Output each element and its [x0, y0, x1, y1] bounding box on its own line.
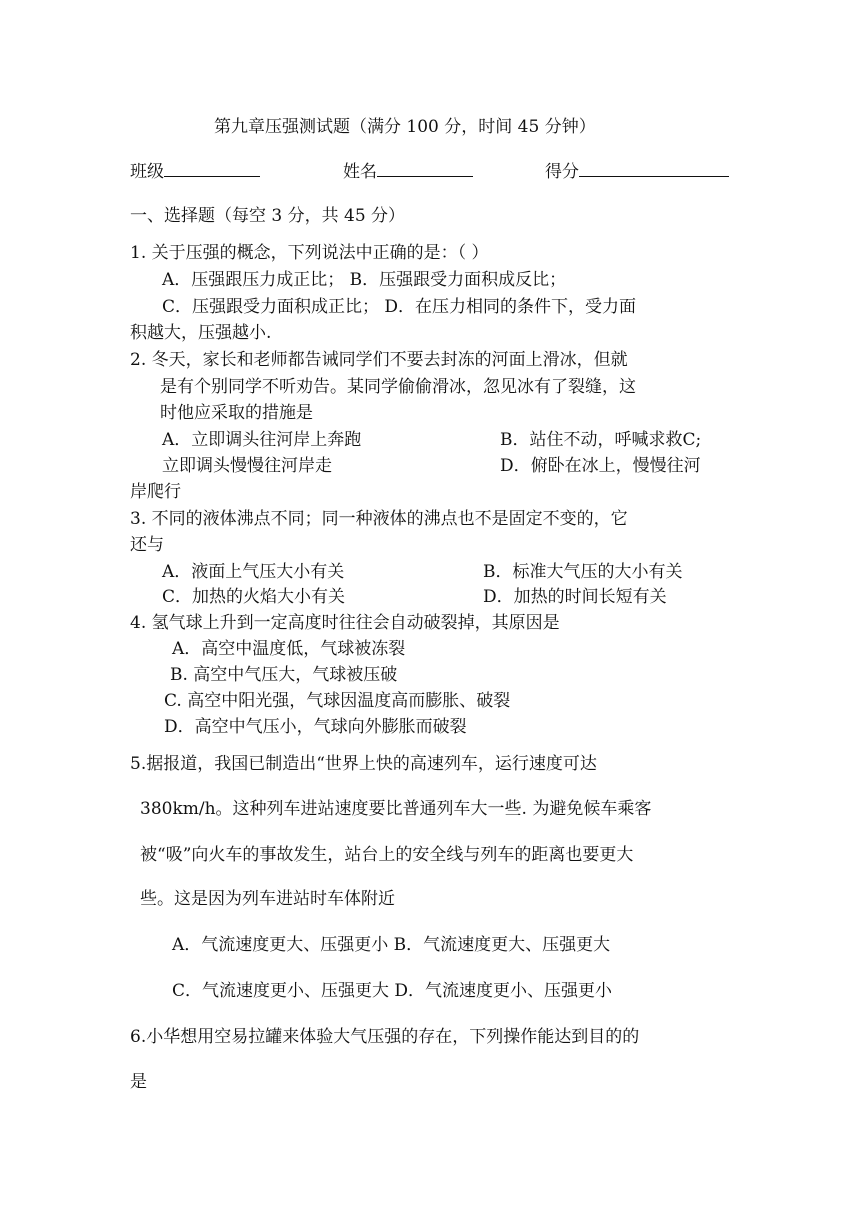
q2-stem-line2: 是有个别同学不听劝告。某同学偷偷滑冰，忽见冰有了裂缝，这 — [160, 377, 636, 397]
q6-stem-line2: 是 — [130, 1072, 147, 1092]
q3-option-d: D．加热的时间长短有关 — [483, 587, 667, 607]
q1-stem: 1. 关于压强的概念，下列说法中正确的是：（ ） — [130, 243, 489, 263]
q6-stem-line1: 6.小华想用空易拉罐来体验大气压强的存在，下列操作能达到目的的 — [130, 1027, 640, 1047]
q5-stem-line1: 5.据报道，我国已制造出“世界上快的高速列车，运行速度可达 — [130, 754, 597, 774]
page-title: 第九章压强测试题（满分 100 分，时间 45 分钟） — [214, 117, 596, 137]
q2-option-d-cont: 岸爬行 — [130, 482, 181, 502]
class-blank[interactable] — [164, 160, 260, 177]
q4-option-d: D．高空中气压小，气球向外膨胀而破裂 — [164, 717, 467, 737]
q2-option-c: 立即调头慢慢往河岸走 — [162, 456, 332, 476]
q5-stem-line4: 些。这是因为列车进站时车体附近 — [140, 889, 395, 909]
score-blank[interactable] — [579, 160, 729, 177]
q3-stem-line2: 还与 — [130, 535, 164, 555]
q3-stem-line1: 3. 不同的液体沸点不同；同一种液体的沸点也不是固定不变的，它 — [130, 509, 628, 529]
name-label: 姓名 — [343, 162, 377, 182]
q2-option-a: A．立即调头往河岸上奔跑 — [162, 430, 362, 450]
section-heading: 一、选择题（每空 3 分，共 45 分） — [130, 206, 406, 226]
q2-option-d: D．俯卧在冰上，慢慢往河 — [500, 456, 701, 476]
name-blank[interactable] — [377, 160, 473, 177]
q2-stem-line3: 时他应采取的措施是 — [160, 403, 313, 423]
q4-option-a: A．高空中温度低，气球被冻裂 — [172, 639, 406, 659]
q1-options-line3: 积越大，压强越小. — [130, 323, 272, 343]
class-field — [130, 160, 260, 183]
q5-options-ab: A．气流速度更大、压强更小 B．气流速度更大、压强更大 — [172, 935, 611, 955]
name-field — [343, 160, 473, 183]
q4-option-b: B. 高空中气压大，气球被压破 — [170, 665, 398, 685]
score-field — [545, 160, 729, 183]
q2-option-b: B．站住不动，呼喊求救C; — [500, 430, 702, 450]
q1-options-line1: A．压强跟压力成正比； B．压强跟受力面积成反比； — [162, 270, 567, 290]
class-label: 班级 — [130, 162, 164, 182]
q3-option-c: C．加热的火焰大小有关 — [162, 587, 346, 607]
q4-option-c: C. 高空中阳光强，气球因温度高而膨胀、破裂 — [164, 691, 511, 711]
q3-option-a: A．液面上气压大小有关 — [162, 562, 345, 582]
q4-stem: 4. 氢气球上升到一定高度时往往会自动破裂掉，其原因是 — [130, 613, 560, 633]
q5-stem-line3: 被“吸”向火车的事故发生，站台上的安全线与列车的距离也要更大 — [140, 845, 634, 865]
q5-options-cd: C．气流速度更小、压强更大 D．气流速度更小、压强更小 — [172, 981, 613, 1001]
q3-option-b: B．标准大气压的大小有关 — [483, 562, 683, 582]
score-label: 得分 — [545, 162, 579, 182]
q5-stem-line2: 380km/h。这种列车进站速度要比普通列车大一些. 为避免候车乘客 — [140, 799, 652, 819]
q1-options-line2: C．压强跟受力面积成正比； D．在压力相同的条件下，受力面 — [162, 297, 637, 317]
q2-stem-line1: 2. 冬天，家长和老师都告诫同学们不要去封冻的河面上滑冰，但就 — [130, 350, 628, 370]
